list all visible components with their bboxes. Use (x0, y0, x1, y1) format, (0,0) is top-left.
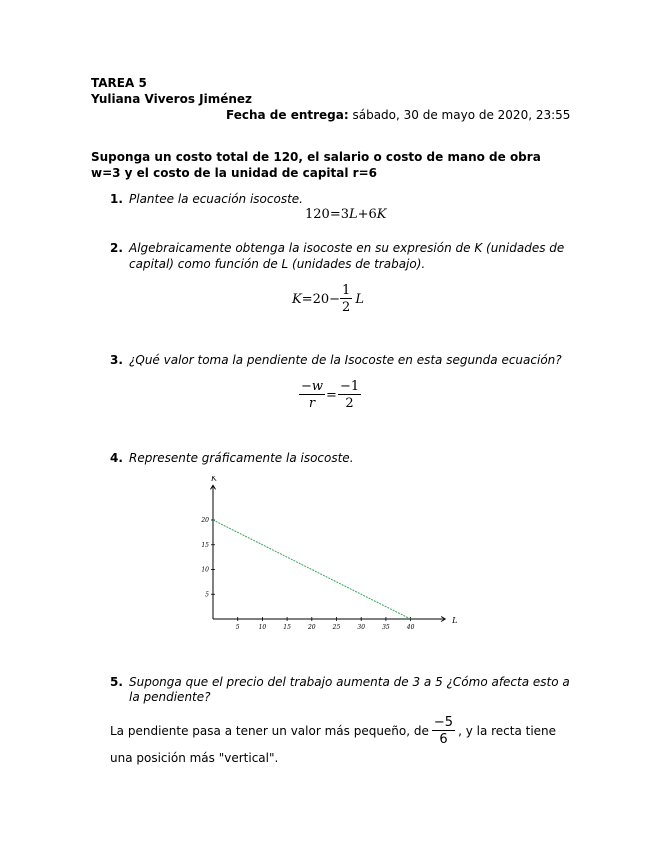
eq3-frac2-num: −1 (339, 379, 360, 394)
eq2-fraction (340, 284, 352, 314)
eq2-K: K (292, 291, 302, 307)
student-name: Yuliana Viveros Jiménez (91, 92, 253, 106)
question-4-text: Represente gráficamente la isocoste. (129, 451, 354, 465)
eq1-left: 120=3 (305, 207, 349, 222)
question-2-number: 2. (110, 241, 123, 255)
equation-2 (292, 284, 364, 314)
answer-5-after: , y la recta tiene (458, 724, 557, 738)
x-tick-label: 40 (406, 624, 415, 631)
answer-5-frac-den: 6 (439, 732, 448, 747)
answer-5-line-2: una posición más "vertical". (110, 751, 279, 765)
x-tick-label: 20 (307, 624, 316, 631)
x-tick-label: 35 (382, 624, 390, 631)
due-value: sábado, 30 de mayo de 2020, 23:55 (352, 108, 571, 122)
y-tick-label: 5 (205, 591, 209, 599)
x-tick-label: 25 (332, 624, 341, 631)
eq1-plus: +6 (357, 207, 377, 222)
y-tick-label: 10 (201, 566, 209, 574)
y-axis-label: K (211, 476, 217, 483)
isocost-chart (190, 476, 470, 636)
x-tick-label: 30 (357, 624, 366, 631)
eq3-frac1-num: −w (301, 379, 324, 394)
answer-5-line-1 (110, 716, 556, 746)
eq1-L: L (348, 207, 358, 222)
y-tick-label: 15 (201, 541, 209, 549)
intro-line-1: Suponga un costo total de 120, el salario o costo de mano de obra (91, 150, 541, 164)
intro-line-2: w=3 y el costo de la unidad de capital r=6 (91, 166, 377, 180)
eq2-mid: =20− (301, 291, 341, 307)
due-label: Fecha de entrega: (226, 108, 349, 122)
question-3-number: 3. (110, 353, 123, 367)
eq2-L: L (355, 291, 364, 307)
eq3-equals: = (326, 387, 337, 403)
question-5-number: 5. (110, 675, 123, 689)
due-date (226, 108, 570, 122)
equation-3 (299, 380, 361, 410)
question-1-number: 1. (110, 192, 123, 206)
eq3-fraction-2 (338, 380, 361, 410)
question-2-line-1: Algebraicamente obtenga la isocoste en su expresión de K (unidades de (129, 241, 565, 255)
question-5-line-2: la pendiente? (129, 690, 211, 704)
question-4-number: 4. (110, 451, 123, 465)
x-axis-label: L (452, 616, 458, 625)
eq3-frac2-den: 2 (345, 396, 354, 411)
answer-5-frac-num: −5 (433, 715, 454, 730)
x-tick-label: 5 (235, 624, 240, 631)
eq1-K: K (376, 207, 387, 222)
eq2-frac-num: 1 (342, 283, 351, 298)
isocost-line (213, 520, 411, 619)
eq3-frac1-den: r (308, 396, 316, 411)
eq2-frac-den: 2 (342, 300, 351, 315)
question-5-line-1: Suponga que el precio del trabajo aumenta de 3 a 5 ¿Cómo afecta esto a (129, 675, 570, 689)
answer-5-before: La pendiente pasa a tener un valor más pequeño, de (110, 724, 429, 738)
x-tick-label: 15 (283, 624, 291, 631)
x-tick-label: 10 (258, 624, 267, 631)
question-2-line-2: capital) como función de L (unidades de trabajo). (129, 257, 426, 271)
eq3-fraction-1 (299, 380, 325, 410)
y-tick-label: 20 (201, 517, 209, 524)
question-3-text: ¿Qué valor toma la pendiente de la Isocoste en esta segunda ecuación? (129, 353, 562, 367)
answer-5-fraction (432, 716, 455, 746)
question-1-text: Plantee la ecuación isocoste. (129, 192, 303, 206)
doc-title: TAREA 5 (91, 76, 147, 90)
equation-1 (305, 207, 387, 222)
